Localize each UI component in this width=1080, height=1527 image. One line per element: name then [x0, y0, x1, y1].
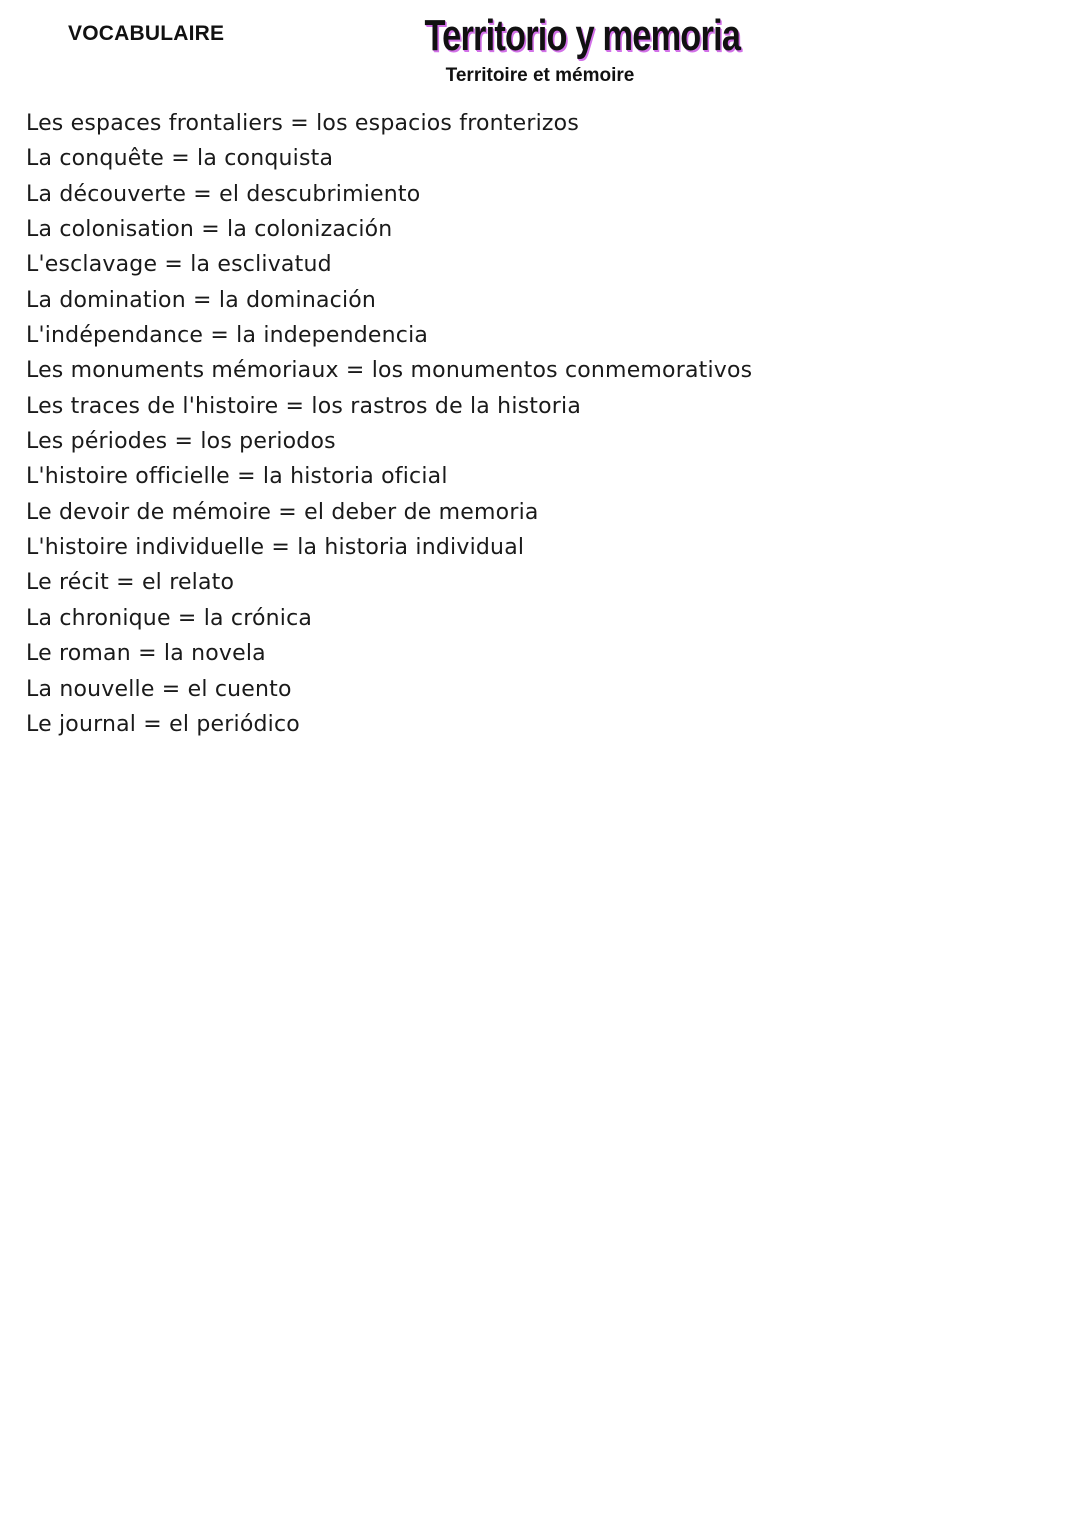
- vocabulary-item: Le journal = el periódico: [26, 711, 300, 737]
- vocabulary-item: La chronique = la crónica: [26, 605, 313, 631]
- section-label: VOCABULAIRE: [68, 22, 225, 45]
- vocabulary-item: L'histoire officielle = la historia oficial: [26, 464, 448, 490]
- vocabulary-item: L'histoire individuelle = la historia individual: [26, 535, 525, 561]
- vocabulary-item: La nouvelle = el cuento: [26, 676, 292, 702]
- title-block: [380, 10, 741, 87]
- vocabulary-item: La colonisation = la colonización: [26, 217, 393, 243]
- vocabulary-item: L'esclavage = la esclivatud: [26, 252, 332, 278]
- vocabulary-item: La conquête = la conquista: [26, 146, 334, 172]
- vocabulary-item: La domination = la dominación: [26, 287, 377, 313]
- vocabulary-item: Le récit = el relato: [26, 570, 235, 596]
- vocabulary-item: Les traces de l'histoire = los rastros de la historia: [26, 393, 582, 419]
- vocabulary-item: Les monuments mémoriaux = los monumentos conmemorativos: [26, 358, 753, 384]
- page-subtitle: Territoire et mémoire: [445, 65, 635, 86]
- vocabulary-list: [26, 106, 752, 742]
- page-title: Territorio y memoria: [424, 11, 741, 60]
- vocabulary-item: Les périodes = los periodos: [26, 429, 336, 455]
- vocabulary-item: La découverte = el descubrimiento: [26, 181, 421, 207]
- vocabulary-item: Le devoir de mémoire = el deber de memoria: [26, 499, 539, 525]
- vocabulary-item: Les espaces frontaliers = los espacios fronterizos: [26, 111, 579, 136]
- vocabulary-item: Le roman = la novela: [26, 641, 266, 667]
- vocabulary-item: L'indépendance = la independencia: [26, 323, 429, 349]
